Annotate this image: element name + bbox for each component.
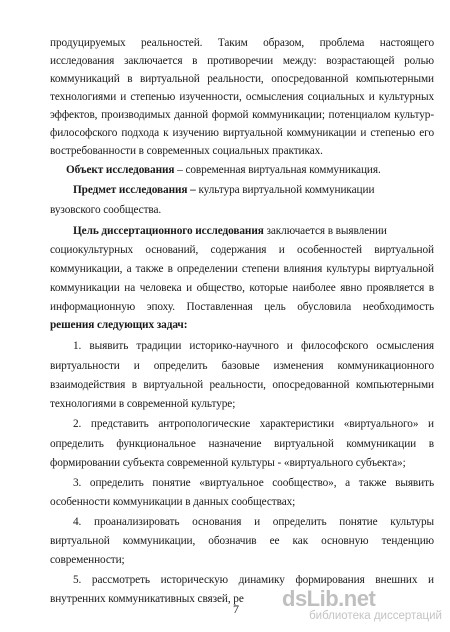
watermark [282,586,442,624]
research-subject-paragraph [73,183,434,197]
research-object-text: – современная виртуальная коммуникация. [174,164,381,176]
text-line: эффектов, производимых данной формой коммуникации; потенциалом культур- [50,109,434,121]
text-line: востребованности в современных социальных практиках. [50,145,323,157]
text-line: формировании субъекта современной культуры - «виртуального субъекта»; [50,457,406,469]
text-line: коммуникаций в виртуальной реальности, опосредованной компьютерными [50,73,434,85]
task-item-1: 1. выявить традиции историко-научного и философского осмысления [73,340,434,352]
task-item-2: 2. представить антропологические характеристики «виртуального» и [73,418,434,430]
research-goal-label: Цель диссертационного исследования [73,225,264,237]
text-line: технологиями и степенью изученности, осмысления социальных и культурных [50,91,434,103]
research-goal-paragraph [73,224,434,238]
text-line: коммуникации, а также в определении степени влияния культуры виртуальной [50,263,434,275]
text-line: вузовского сообщества. [50,204,162,216]
text-line: виртуальной коммуникации, обозначив ее как основную тенденцию [50,535,434,547]
watermark-logo: dsLib.net [282,586,376,611]
text-line: коммуникации на человека и общество, которые наиболее явно проявляется в [50,282,434,294]
task-item-3: 3. определить понятие «виртуальное сообщество», а также выявить [73,477,434,489]
text-line: современности; [50,554,125,566]
research-subject-text: культура виртуальной коммуникации [195,184,375,196]
text-line: информационную эпоху. Поставленная цель обусловила необходимость [50,301,434,313]
task-item-5: 5. рассмотреть историческую динамику формирования внешних и [73,574,434,586]
text-line: философского подхода к изучению виртуальной коммуникации и степенью его [50,127,434,139]
text-line: особенности коммуникации в данных сообществах; [50,496,296,508]
text-line: исследования заключается в противоречии между: возрастающей ролью [50,55,434,67]
research-object-paragraph [66,163,434,177]
watermark-subtitle: библиотека диссертаций [309,610,442,622]
text-line: взаимодействия в виртуальной реальности, опосредованной компьютерными [50,379,434,391]
task-item-4: 4. проанализировать основания и определить понятие культуры [73,516,434,528]
research-goal-text: заключается в выявлении [263,225,387,237]
research-object-label: Объект исследования [66,164,175,176]
tasks-lead: решения следующих задач: [50,319,188,331]
text-line: продуцируемых реальностей. Таким образом, проблема настоящего [50,37,434,49]
text-line: виртуальности и определить базовые изменения коммуникационного [50,360,434,372]
text-line: внутренних коммуникативных связей, ре [50,593,244,605]
text-line: определить функциональное назначение виртуальной коммуникации в [50,438,434,450]
text-line: технологиями в современной культуре; [50,398,236,410]
page-number: 7 [233,602,239,616]
research-subject-label: Предмет исследования – [73,184,196,196]
text-line: социокультурных оснований, содержания и особенностей виртуальной [50,244,434,256]
